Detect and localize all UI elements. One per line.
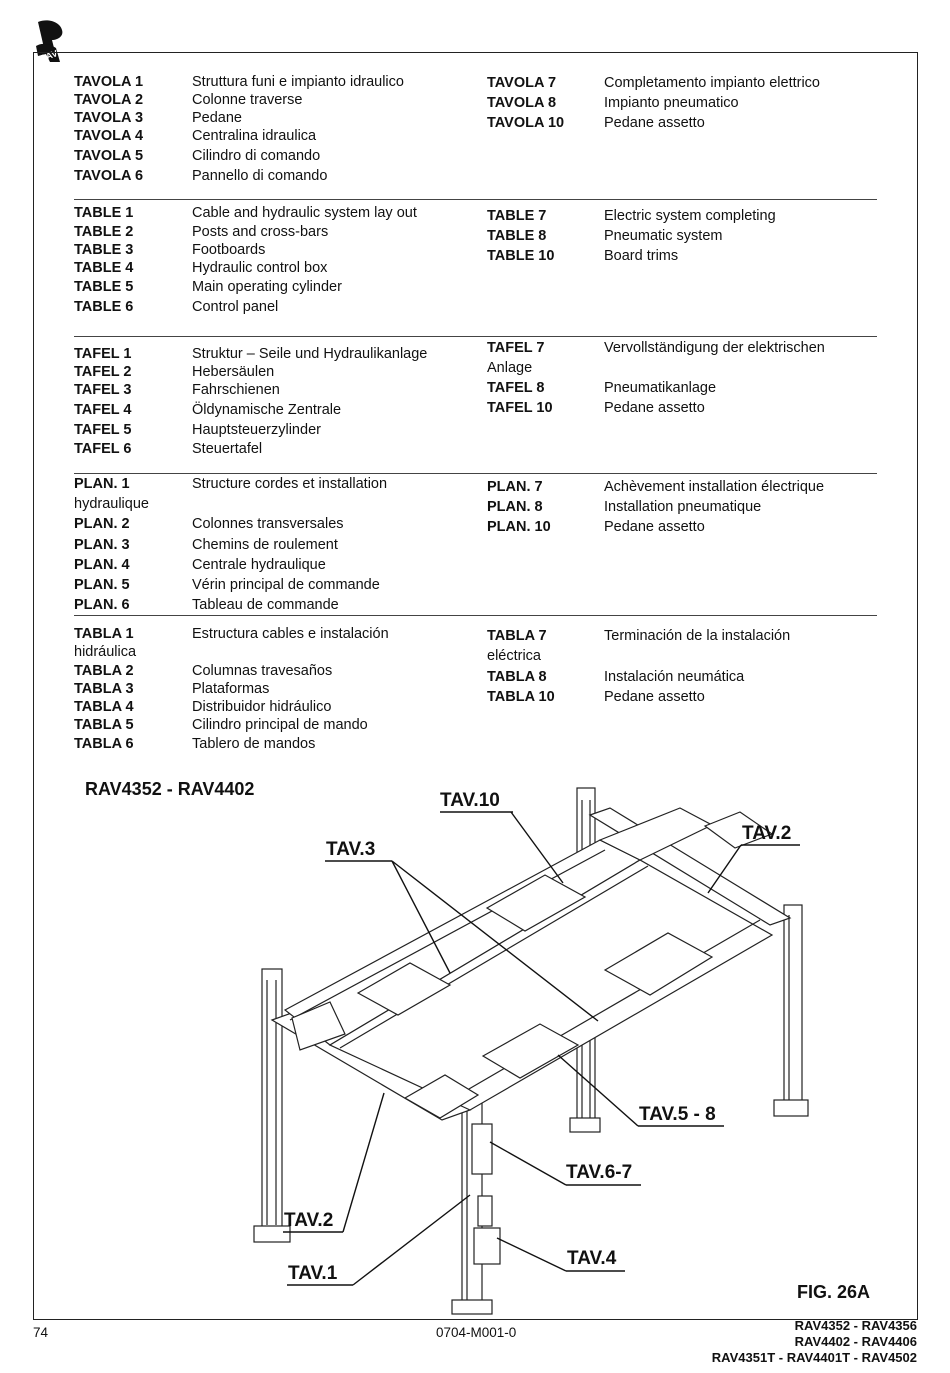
index-key: TABLA 3 (74, 681, 134, 697)
index-key: PLAN. 6 (74, 597, 130, 613)
index-text: Cable and hydraulic system lay out (192, 205, 417, 221)
index-text: Pneumatikanlage (604, 380, 717, 396)
index-key: TABLE 10 (487, 248, 555, 264)
index-text: Electric system completing (604, 208, 776, 224)
index-text: Centralina idraulica (192, 128, 317, 144)
index-text: Instalación neumática (604, 669, 745, 685)
callout-tav3: TAV.3 (326, 839, 376, 860)
index-key: TAVOLA 1 (74, 74, 144, 90)
index-text: Main operating cylinder (192, 279, 342, 295)
index-text: Pedane assetto (604, 115, 705, 131)
index-key: TABLE 4 (74, 260, 134, 276)
callout-tav10: TAV.10 (440, 790, 500, 811)
index-key: TAVOLA 2 (74, 92, 144, 108)
index-key: TAFEL 2 (74, 364, 132, 380)
index-text: Control panel (192, 299, 279, 315)
index-key: TABLA 5 (74, 717, 134, 733)
index-key: PLAN. 3 (74, 537, 130, 553)
index-key: TAVOLA 6 (74, 168, 144, 184)
index-key: TAFEL 6 (74, 441, 132, 457)
index-key: TABLE 1 (74, 205, 134, 221)
index-text: Colonne traverse (192, 92, 303, 108)
index-key: TABLE 6 (74, 299, 134, 315)
index-key: PLAN. 10 (487, 519, 551, 535)
index-text: Hydraulic control box (192, 260, 328, 276)
index-key: TAFEL 3 (74, 382, 132, 398)
index-key: PLAN. 4 (74, 557, 130, 573)
index-key: TABLA 4 (74, 699, 134, 715)
index-text: Terminación de la instalación (604, 628, 791, 644)
index-text: Board trims (604, 248, 679, 264)
index-text: Vérin principal de commande (192, 577, 380, 593)
index-key: TABLE 7 (487, 208, 547, 224)
model-title: RAV4352 - RAV4402 (85, 779, 255, 799)
index-text-continuation: eléctrica (487, 648, 541, 664)
models-line-3: RAV4351T - RAV4401T - RAV4502 (711, 1350, 917, 1365)
index-key: TABLA 8 (487, 669, 547, 685)
models-line-1: RAV4352 - RAV4356 (794, 1318, 917, 1333)
index-text: Structure cordes et installation (192, 476, 388, 492)
index-text: Colonnes transversales (192, 516, 344, 532)
index-text-continuation: Anlage (487, 360, 533, 376)
index-text: Hebersäulen (192, 364, 275, 380)
index-key: PLAN. 5 (74, 577, 130, 593)
index-text: Pedane (192, 110, 242, 126)
index-text: Hauptsteuerzylinder (192, 422, 321, 438)
index-text: Pannello di comando (192, 168, 328, 184)
index-text: Estructura cables e instalación (192, 626, 389, 642)
index-key: TAVOLA 10 (487, 115, 565, 131)
index-text: Pedane assetto (604, 689, 705, 705)
callout-tav2-top: TAV.2 (742, 823, 792, 844)
index-key: TABLE 2 (74, 224, 134, 240)
index-key: TABLA 10 (487, 689, 555, 705)
index-key: TABLA 1 (74, 626, 134, 642)
index-text-continuation: hidráulica (74, 644, 137, 660)
index-key: TAFEL 10 (487, 400, 553, 416)
callout-tav5-8: TAV.5 - 8 (639, 1104, 716, 1125)
index-key: PLAN. 2 (74, 516, 130, 532)
index-text: Installation pneumatique (604, 499, 762, 515)
index-key: TAVOLA 8 (487, 95, 557, 111)
index-text: Öldynamische Zentrale (192, 402, 342, 418)
document-code: 0704-M001-0 (436, 1325, 517, 1340)
index-text: Completamento impianto elettrico (604, 75, 820, 91)
index-key: TABLE 3 (74, 242, 134, 258)
svg-text:RAV: RAV (38, 48, 59, 64)
index-key: TAVOLA 7 (487, 75, 557, 91)
callout-tav1: TAV.1 (288, 1263, 338, 1284)
models-line-2: RAV4402 - RAV4406 (794, 1334, 917, 1349)
index-key: TAVOLA 4 (74, 128, 144, 144)
callout-tav4: TAV.4 (567, 1248, 617, 1269)
index-key: TABLE 5 (74, 279, 134, 295)
index-text: Cilindro principal de mando (192, 717, 368, 733)
index-text-continuation: hydraulique (74, 496, 149, 512)
index-text: Struttura funi e impianto idraulico (192, 74, 404, 90)
index-key: TABLE 8 (487, 228, 547, 244)
index-key: TABLA 6 (74, 736, 134, 752)
index-key: TAFEL 4 (74, 402, 132, 418)
page-number: 74 (33, 1325, 49, 1340)
callout-tav6-7: TAV.6-7 (566, 1162, 633, 1183)
index-text: Plataformas (192, 681, 270, 697)
index-key: TAFEL 1 (74, 346, 132, 362)
index-text: Pneumatic system (604, 228, 723, 244)
figure-label: FIG. 26A (797, 1282, 871, 1302)
index-text: Centrale hydraulique (192, 557, 326, 573)
index-text: Pedane assetto (604, 400, 705, 416)
index-text: Chemins de roulement (192, 537, 338, 553)
index-text: Distribuidor hidráulico (192, 699, 332, 715)
index-key: TAFEL 7 (487, 340, 545, 356)
index-text: Vervollständigung der elektrischen (604, 340, 825, 356)
index-key: PLAN. 7 (487, 479, 543, 495)
index-text: Pedane assetto (604, 519, 705, 535)
index-key: TABLA 7 (487, 628, 547, 644)
index-text: Steuertafel (192, 441, 263, 457)
index-key: TAVOLA 5 (74, 148, 144, 164)
index-text: Tablero de mandos (192, 736, 316, 752)
index-text: Columnas travesaños (192, 663, 333, 679)
index-text: Achèvement installation électrique (604, 479, 825, 495)
index-key: PLAN. 1 (74, 476, 130, 492)
index-text: Impianto pneumatico (604, 95, 739, 111)
index-key: TAFEL 8 (487, 380, 545, 396)
index-key: TABLA 2 (74, 663, 134, 679)
callout-tav2-bottom: TAV.2 (284, 1210, 334, 1231)
index-key: TAFEL 5 (74, 422, 132, 438)
index-text: Footboards (192, 242, 266, 258)
index-text: Posts and cross-bars (192, 224, 329, 240)
index-key: TAVOLA 3 (74, 110, 144, 126)
index-text: Fahrschienen (192, 382, 280, 398)
index-key: PLAN. 8 (487, 499, 543, 515)
index-text: Struktur – Seile und Hydraulikanlage (192, 346, 428, 362)
index-text: Cilindro di comando (192, 148, 321, 164)
index-text: Tableau de commande (192, 597, 339, 613)
